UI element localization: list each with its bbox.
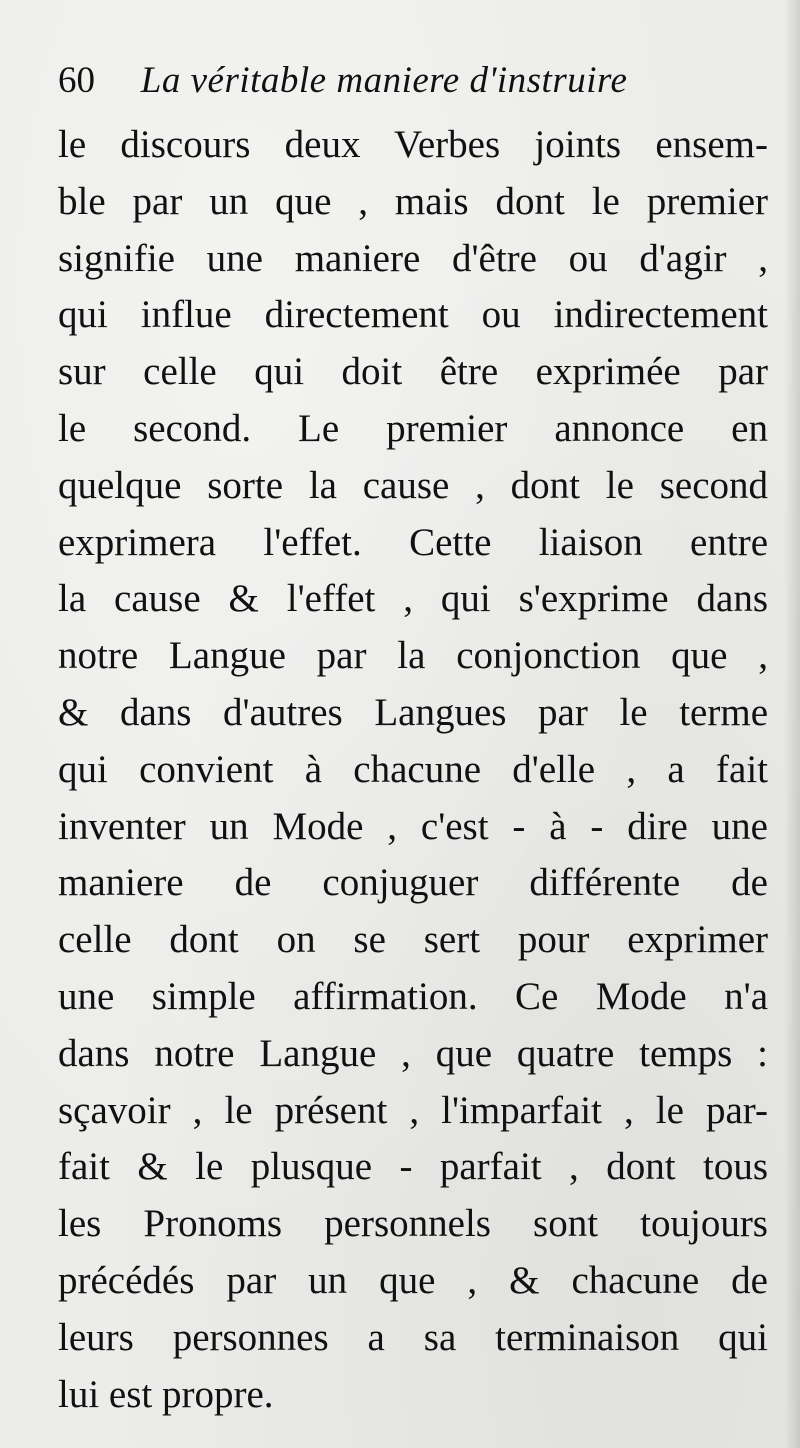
text-line: le discours deux Verbes joints ensem- (58, 123, 768, 166)
text-line: la cause & l'effet , qui s'exprime dans (58, 577, 768, 621)
text-line: fait & le plusque - parfait , dont tous (58, 1145, 768, 1189)
text-line: celle dont on se sert pour exprimer (58, 918, 768, 962)
text-line: les Pronoms personnels sont toujours (58, 1202, 768, 1246)
page-number: 60 (58, 60, 95, 101)
page-edge-shadow (784, 0, 800, 1448)
text-line: signifie une maniere d'être ou d'agir , (58, 236, 768, 280)
text-line: sur celle qui doit être exprimée par (58, 350, 768, 394)
text-line: & dans d'autres Langues par le terme (58, 690, 768, 734)
text-line: maniere de conjuguer différente de (58, 861, 768, 905)
text-line: inventer un Mode , c'est - à - dire une (58, 804, 768, 848)
text-line: exprimera l'effet. Cette liaison entre (58, 520, 768, 564)
text-line: leurs personnes a sa terminaison qui (58, 1315, 768, 1359)
text-line: lui est propre. (58, 1372, 274, 1416)
text-line: le second. Le premier annonce en (58, 406, 768, 450)
text-line: dans notre Langue , que quatre temps : (58, 1031, 768, 1075)
text-line: notre Langue par la conjonction que , (58, 634, 768, 678)
text-line: sçavoir , le présent , l'imparfait , le par- (58, 1088, 768, 1132)
text-line: précédés par un que , & chacune de (58, 1258, 768, 1302)
text-line: qui convient à chacune d'elle , a fait (58, 747, 768, 791)
running-title: La véritable maniere d'instruire (140, 60, 628, 101)
text-line: ble par un que , mais dont le premier (58, 179, 768, 223)
text-line: une simple affirmation. Ce Mode n'a (58, 974, 768, 1018)
text-line: quelque sorte la cause , dont le second (58, 463, 768, 507)
text-line: qui influe directement ou indirectement (58, 293, 768, 337)
page-header (58, 50, 758, 110)
body-text (58, 117, 768, 1423)
